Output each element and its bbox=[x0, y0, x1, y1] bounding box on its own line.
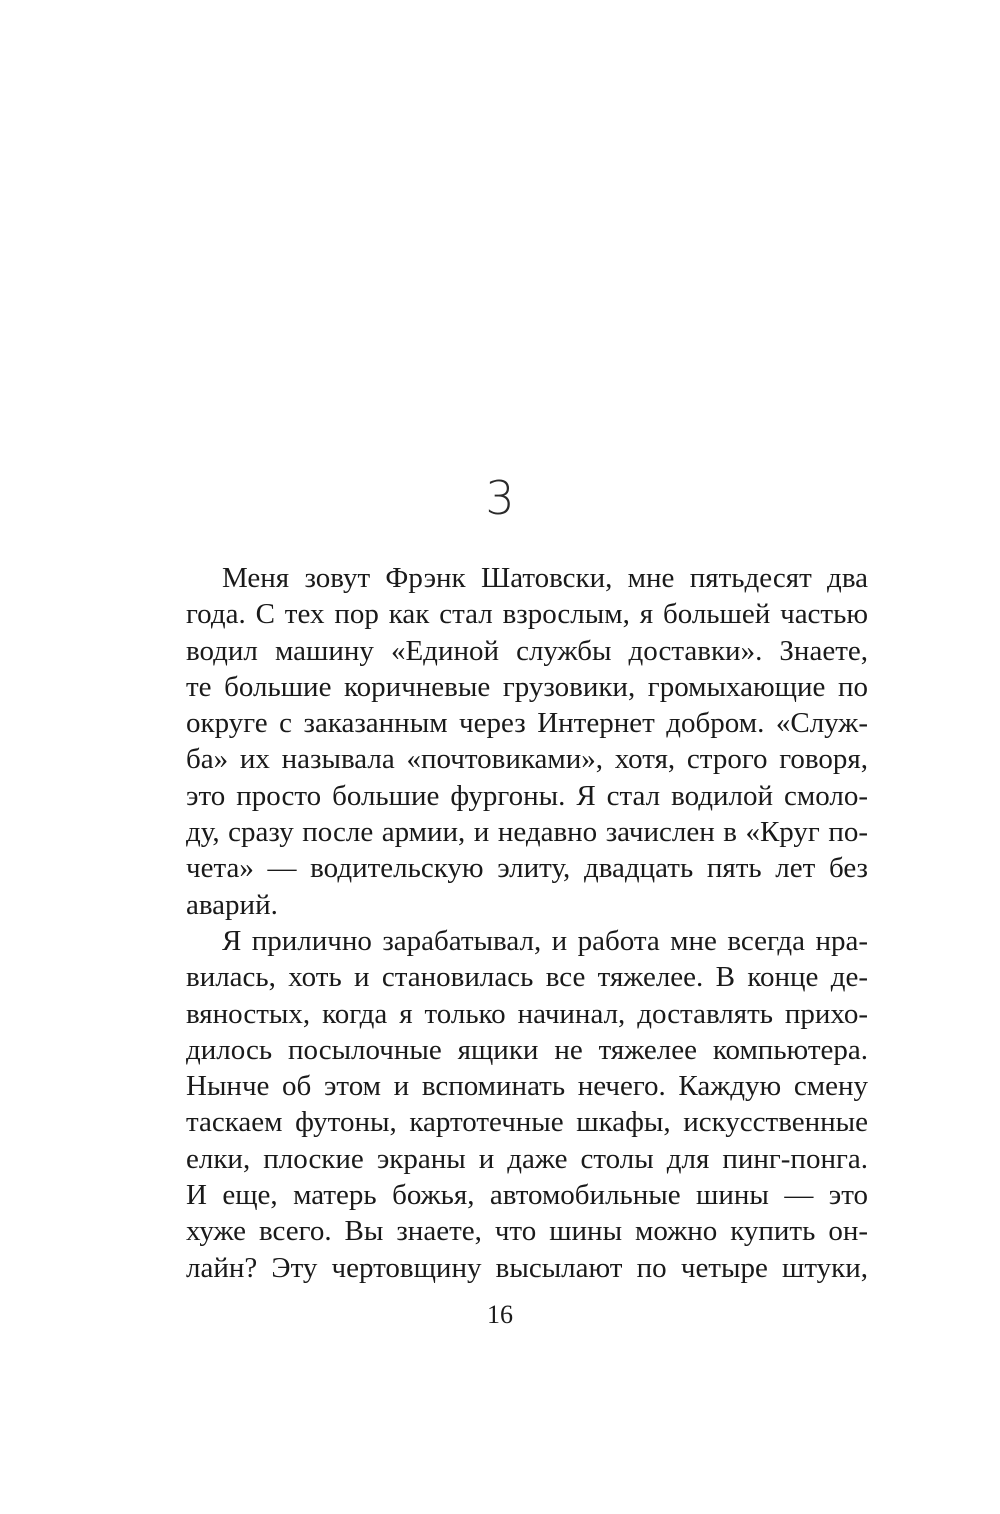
text-line: ду, сразу после армии, и недавно зачислен в «Круг по- bbox=[186, 816, 868, 849]
text-line: Меня зовут Фрэнк Шатовски, мне пятьдесят два bbox=[222, 562, 868, 594]
text-line: дилось посылочные ящики не тяжелее компьютера. bbox=[186, 1033, 868, 1066]
body-text bbox=[186, 560, 868, 1286]
chapter-number: 3 bbox=[485, 471, 515, 525]
text-line: И еще, матерь божья, автомобильные шины — это bbox=[186, 1179, 868, 1212]
text-line: округе с заказанным через Интернет добром. «Служ- bbox=[186, 707, 868, 740]
text-line: те большие коричневые грузовики, громыхающие по bbox=[186, 670, 868, 703]
text-line: аварий. bbox=[186, 888, 278, 921]
text-line: лайн? Эту чертовщину высылают по четыре штуки, bbox=[186, 1251, 868, 1284]
text-line: чета» — водительскую элиту, двадцать пять лет без bbox=[186, 852, 868, 885]
text-line: хуже всего. Вы знаете, что шины можно купить он- bbox=[186, 1215, 868, 1248]
text-line: ба» их называла «почтовиками», хотя, строго говоря, bbox=[186, 743, 868, 776]
page-number: 16 bbox=[487, 1300, 513, 1329]
text-line: водил машину «Единой службы доставки». Знаете, bbox=[186, 634, 868, 667]
text-line: вилась, хоть и становилась все тяжелее. В конце де- bbox=[186, 961, 868, 994]
text-line: это просто большие фургоны. Я стал водилой смоло- bbox=[186, 779, 868, 812]
text-line: елки, плоские экраны и даже столы для пинг-понга. bbox=[186, 1142, 868, 1175]
text-line: Я прилично зарабатывал, и работа мне всегда нра- bbox=[222, 924, 868, 957]
text-line: года. С тех пор как стал взрослым, я большей частью bbox=[186, 598, 868, 631]
text-line: таскаем футоны, картотечные шкафы, искусственные bbox=[186, 1106, 868, 1139]
text-line: вяностых, когда я только начинал, доставлять прихо- bbox=[186, 997, 868, 1030]
text-line: Нынче об этом и вспоминать нечего. Каждую смену bbox=[186, 1070, 868, 1103]
